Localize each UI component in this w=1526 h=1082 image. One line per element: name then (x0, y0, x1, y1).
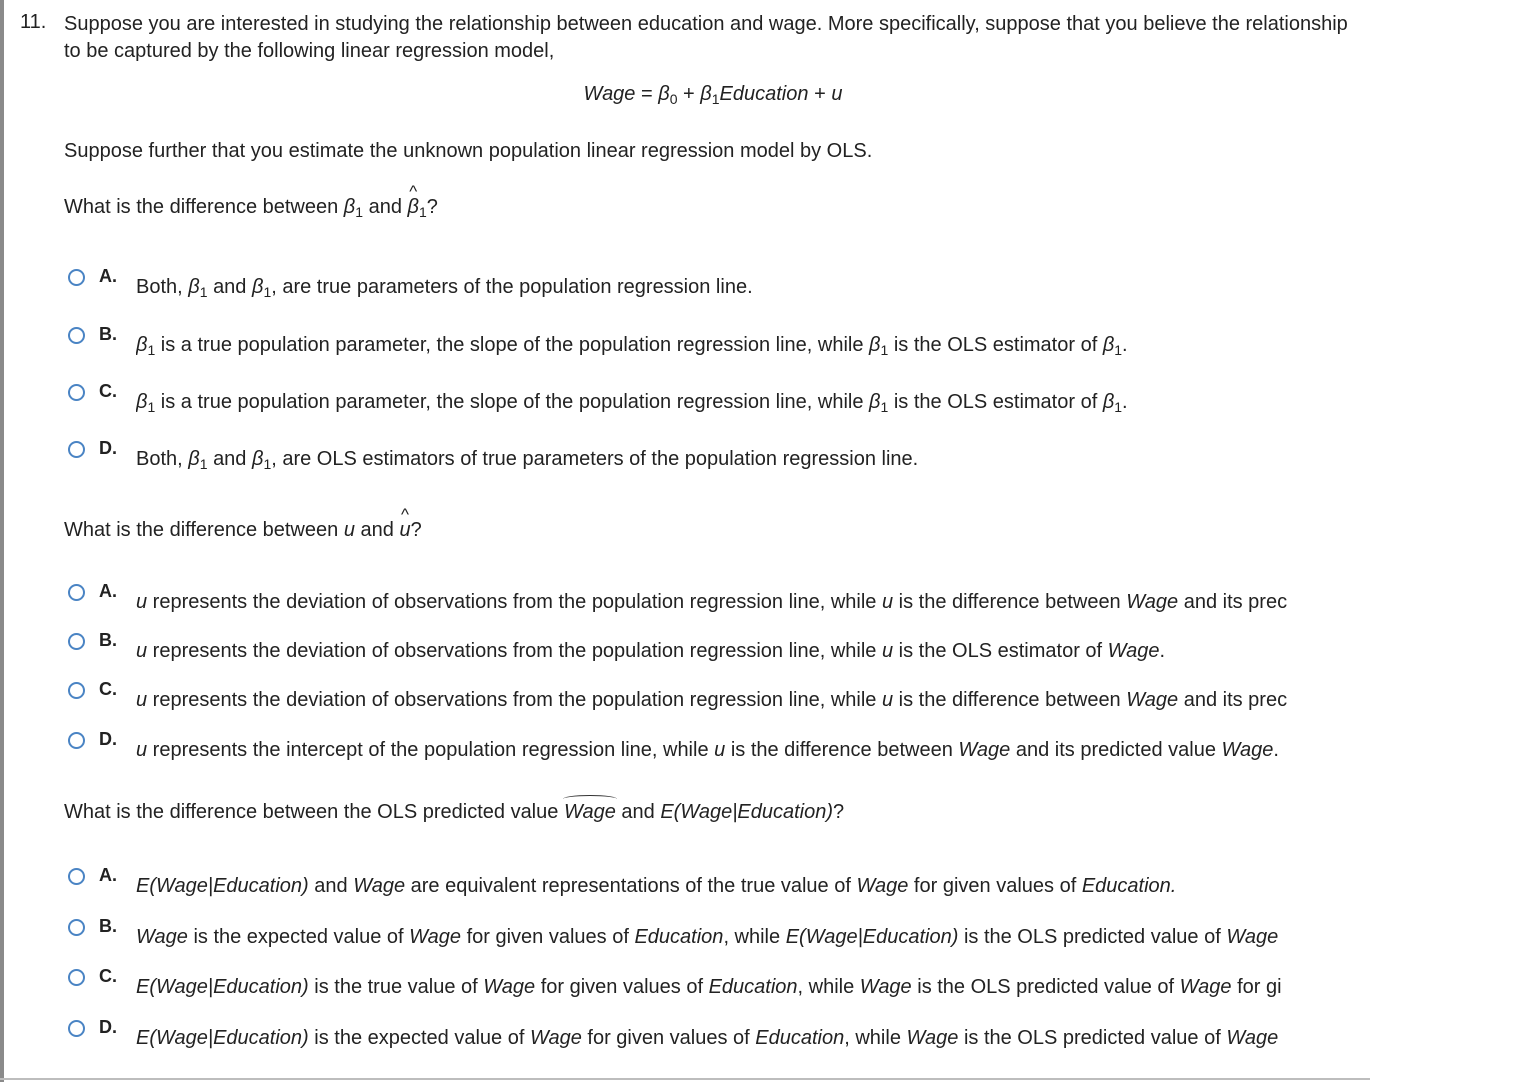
radio-button[interactable] (68, 633, 85, 650)
radio-button[interactable] (68, 327, 85, 344)
question-intro: Suppose you are interested in studying the relationship between education and wage. More specifically, suppose that you believe the relationship to be captured by the following linear regression model, (64, 13, 1348, 62)
q3-option-d[interactable]: D. E(Wage|Education) is the expected value of Wage for given values of Education, while Wage is the OLS predicted value of Wage (68, 1017, 1368, 1053)
radio-button[interactable] (68, 868, 85, 885)
left-border (0, 0, 4, 1082)
question-3-prompt: What is the difference between the OLS predicted value Wage and E(Wage|Education)? (64, 801, 845, 823)
q1-option-c[interactable]: C. ^ $\beta_1$ is a true population parameter, the slope of the population regression line, while $\beta_1$ is the OLS estimator of ^ $\beta_1$. (68, 381, 1368, 417)
ols-statement: Suppose further that you estimate the unknown population linear regression model by OLS. (64, 140, 873, 162)
q1-option-a[interactable]: A. Both, $\beta_1$ and ^ $\beta_1$, are true parameters of the population regression line. (68, 266, 1368, 302)
radio-button[interactable] (68, 682, 85, 699)
q2-option-d[interactable]: D. u represents the intercept of the population regression line, while ^ u is the difference between Wage and its predicted value Wage. (68, 729, 1368, 765)
radio-button[interactable] (68, 919, 85, 936)
q1-option-b[interactable]: B. $\beta_1$ is a true population parameter, the slope of the population regression line, while ^ $\beta_1$ is the OLS estimator of $\beta_1$. (68, 324, 1368, 360)
radio-button[interactable] (68, 269, 85, 286)
question-2-prompt: What is the difference between u and ^ u? (64, 519, 422, 542)
regression-equation: Wage = $\beta_0$ + $\beta_1Education + u$ (583, 83, 843, 108)
bottom-divider (0, 1078, 1370, 1080)
q2-option-b[interactable]: B. u represents the deviation of observations from the population regression line, while ^ u is the OLS estimator of Wage. (68, 630, 1368, 666)
q1-option-d[interactable]: D. Both, $\beta_1$ and ^ $\beta_1$, are OLS estimators of true parameters of the population regression line. (68, 438, 1368, 474)
question-number: 11. (20, 11, 47, 33)
q2-option-c[interactable]: C. u represents the deviation of observations from the population regression line, while ^ u is the difference between Wage and its prec (68, 679, 1368, 715)
radio-button[interactable] (68, 441, 85, 458)
q3-option-c[interactable]: C. E(Wage|Education) is the true value of Wage for given values of Education, while Wage is the OLS predicted value of Wage for gi (68, 966, 1368, 1002)
q3-option-a[interactable]: A. E(Wage|Education) and Wage are equivalent representations of the true value of Wage for given values of Education. (68, 865, 1368, 901)
radio-button[interactable] (68, 584, 85, 601)
radio-button[interactable] (68, 732, 85, 749)
radio-button[interactable] (68, 384, 85, 401)
q2-option-a[interactable]: A. ^ u represents the deviation of observations from the population regression line, while u is the difference between Wage and its prec (68, 581, 1368, 617)
radio-button[interactable] (68, 1020, 85, 1037)
question-1-prompt: What is the difference between $\beta_1$ and ^ $\beta_1$? (64, 196, 438, 220)
radio-button[interactable] (68, 969, 85, 986)
q3-option-b[interactable]: B. Wage is the expected value of Wage for given values of Education, while E(Wage|Education) is the OLS predicted value of Wage (68, 916, 1368, 952)
